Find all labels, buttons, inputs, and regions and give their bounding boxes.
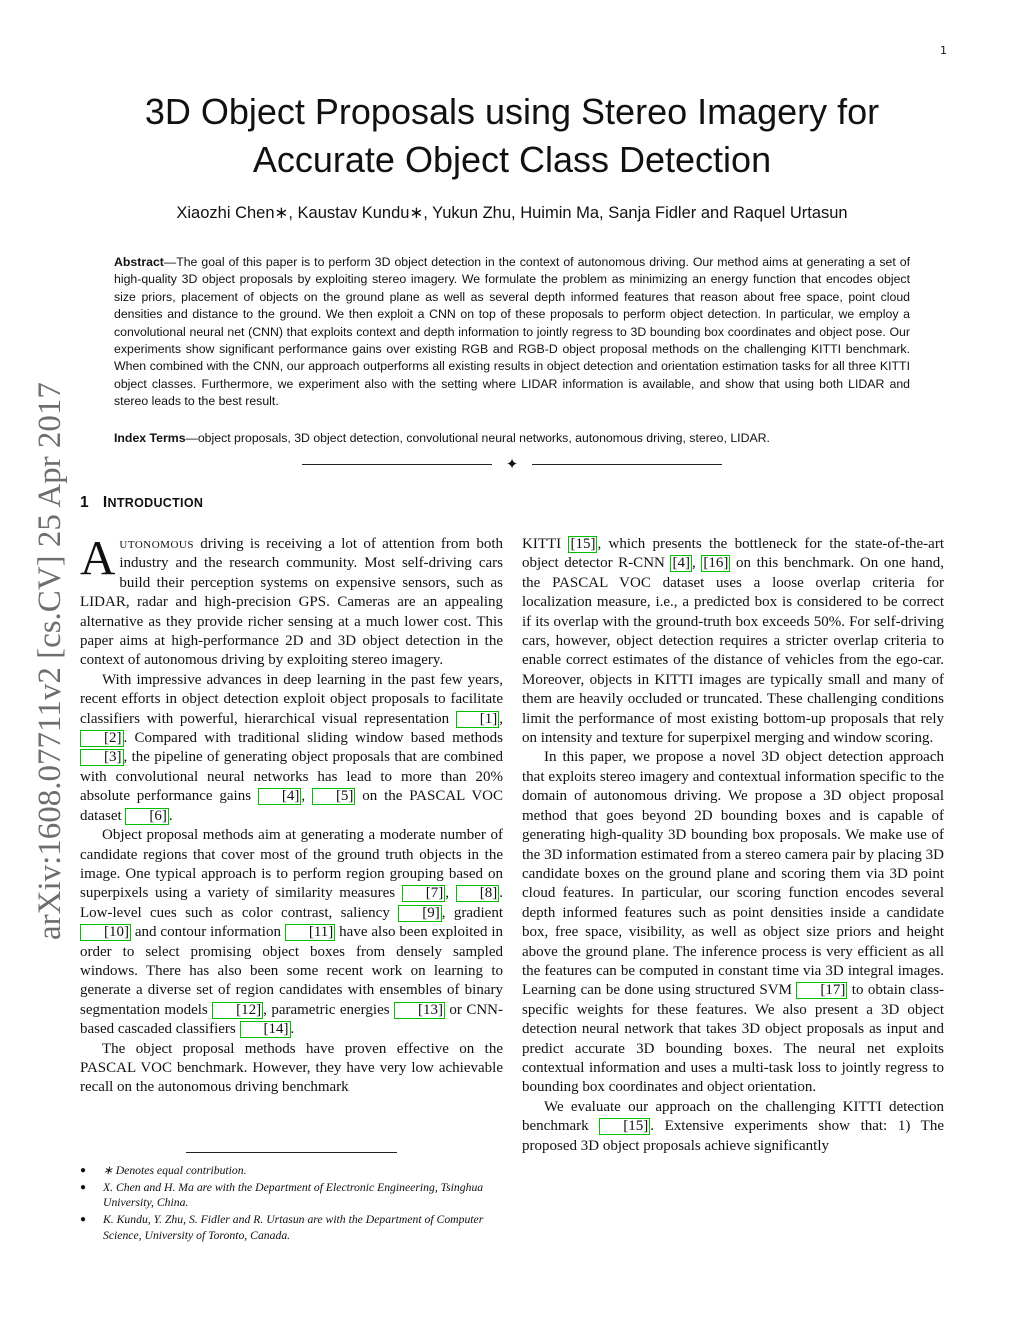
text-run: or CNN-based cascaded classifiers (80, 1001, 503, 1038)
text-run: In this paper, we propose a novel 3D object detection approach that exploits stereo imagery and contextual information specific to the domain of autonomous driving. We propose a 3D object proposal method that goes beyond 2D bounding boxes and is capable of generating high-quality 3D bounding box proposals. We make use of the 3D information estimated from a stereo camera pair by placing 3D candidate boxes on the ground plane and scoring them via 3D point cloud features. In particular, our scoring function encodes several depth informed features such as point densities inside a candidate box, free space, visibility, as well as object size priors and height above the ground plane. The inference process is very efficient as all the features can be computed in constant time via 3D integral images. Learning can be done using structured SVM (522, 749, 944, 999)
title-line-2: Accurate Object Class Detection (252, 139, 772, 180)
section-title-rest: NTRODUCTION (107, 496, 204, 510)
text-run: KITTI (522, 536, 569, 552)
separator-star-icon: ✦ (505, 455, 519, 473)
right-paragraph-1 (522, 535, 944, 748)
bullet-icon: ● (80, 1214, 87, 1226)
index-terms-text: —object proposals, 3D object detection, convolutional neural networks, autonomous driving, stereo, LIDAR. (185, 431, 770, 445)
text-run: , gradient (441, 904, 503, 921)
text-run: and contour information (131, 924, 285, 941)
text-run: , the pipeline of generating object proposals that are combined with convolutional neural networks has lead to more than 20% absolute performance gains (80, 749, 503, 805)
citation-link[interactable]: [7] (402, 885, 446, 902)
citation-link[interactable]: [3] (80, 749, 124, 766)
intro-paragraph-1 (80, 530, 503, 671)
citation-link[interactable]: [13] (394, 1002, 445, 1019)
paper-title (90, 88, 934, 184)
citation-link[interactable]: [10] (80, 924, 131, 941)
footnote-text: K. Kundu, Y. Zhu, S. Fidler and R. Urtasun are with the Department of Computer Science, University of Toronto, Canada. (103, 1213, 484, 1242)
arxiv-identifier-stamp: arXiv:1608.07711v2 [cs.CV] 25 Apr 2017 (32, 382, 68, 940)
footnote-item (80, 1180, 503, 1211)
citation-link[interactable]: [17] (796, 982, 847, 999)
section-title-initial: I (102, 494, 108, 511)
bullet-icon: ● (80, 1165, 87, 1176)
citation-link[interactable]: [5] (312, 788, 356, 805)
footnote-text: X. Chen and H. Ma are with the Department of Electronic Engineering, Tsinghua University, China. (103, 1180, 484, 1210)
separator-line-left (302, 464, 492, 465)
intro-paragraph-3 (80, 826, 503, 1039)
text-run: . Extensive experiments show that: 1) The proposed 3D object proposals achieve significantly (522, 1118, 944, 1154)
footnote-item (80, 1212, 503, 1243)
citation-link[interactable]: [8] (456, 885, 500, 902)
text-run: With impressive advances in deep learning in the past few years, recent efforts in object detection exploit object proposals to facilitate classifiers with powerful, hierarchical visual representation (80, 671, 503, 727)
footnote-rule (186, 1152, 397, 1153)
footnotes (80, 1163, 503, 1244)
bullet-icon: ● (80, 1181, 87, 1193)
section-heading-introduction (80, 494, 203, 512)
text-run: . (168, 807, 173, 824)
text-run: Object proposal methods aim at generating a moderate number of candidate regions that cover most of the ground truth objects in the image. One typical approach is to perform region grouping based on superpixels using a variety of similarity measures (80, 827, 503, 902)
separator-line-right (532, 464, 722, 465)
index-terms-label: Index Terms (114, 431, 186, 445)
left-column (80, 530, 504, 1098)
citation-link[interactable]: [6] (125, 808, 169, 825)
right-column (522, 535, 944, 1156)
citation-link[interactable]: [15] (570, 536, 596, 552)
citation-link[interactable]: [14] (240, 1021, 291, 1038)
section-number: 1 (80, 494, 89, 511)
citation-link[interactable]: [1] (456, 711, 500, 728)
text-run: on this benchmark. On one hand, the PASCAL VOC dataset uses a loose overlap criteria for localization measure, i.e., a predicted box is considered to be correct if its overlap with the ground-truth box exceeds 50%. For self-driving cars, however, object detection requires a stricter overlap criteria to enable correct estimates of the distance of vehicles from the ego-car. Moreover, objects in KITTI images are typically small and many of them are heavily occluded or truncated. These challenging conditions limit the performance of most existing bottom-up proposals that rely on intensity and texture for superpixel merging and window scoring. (522, 555, 945, 747)
text-run: . (290, 1021, 295, 1038)
intro-paragraph-4: The object proposal methods have proven effective on the PASCAL VOC benchmark. However, they have very low achievable recall on the autonomous driving benchmark (80, 1040, 503, 1096)
citation-link[interactable]: [16] (703, 555, 729, 572)
citation-link[interactable]: [15] (599, 1118, 650, 1135)
title-line-1: 3D Object Proposals using Stereo Imagery for (144, 91, 880, 132)
text-run: , which presents the bottleneck for the state-of-the-art object detector R-CNN (522, 536, 944, 572)
footnote-item (80, 1163, 503, 1179)
text-run: , (301, 788, 312, 805)
right-paragraph-2 (522, 748, 944, 1097)
text-run: have also been exploited in order to select promising object boxes from densely sampled windows. There has also been some recent work on learning to generate a diverse set of region candidates with ensembles of binary segmentation models (80, 924, 504, 1018)
abstract (114, 254, 910, 411)
text-run: on the PASCAL VOC dataset (80, 788, 503, 824)
author-list: Xiaozhi Chen∗, Kaustav Kundu∗, Yukun Zhu, Huimin Ma, Sanja Fidler and Raquel Urtasun (176, 204, 848, 222)
right-paragraph-3 (522, 1098, 944, 1156)
text-run: . Compared with traditional sliding window based methods (123, 730, 503, 747)
intro-paragraph-1-text: driving is receiving a lot of attention from both industry and the research community. Most self-driving cars build their perception systems on expensive sensors, such as LIDAR, radar and high-precision GPS. Cameras are an appealing alternative as they provide richer sensing at a much lower cost. This paper aims at high-performance 2D and 3D object detection in the context of autonomous driving by exploiting stereo imagery. (80, 536, 503, 669)
text-run: , parametric energies (263, 1001, 394, 1018)
text-run: , (445, 885, 456, 902)
text-run: , (499, 710, 503, 727)
citation-link[interactable]: [11] (285, 924, 335, 941)
citation-link[interactable]: [4] (258, 788, 302, 805)
citation-link[interactable]: [2] (80, 730, 124, 747)
drop-cap: A (80, 530, 116, 585)
abstract-label: Abstract (114, 255, 164, 269)
citation-link[interactable]: [12] (212, 1002, 263, 1019)
footnote-text: ∗ Denotes equal contribution. (103, 1164, 247, 1177)
intro-first-word: utonomous (119, 536, 194, 552)
text-run: to obtain class-specific weights for these features. We also present a 3D object detection neural network that takes 3D object proposals as input and predict accurate 3D bounding boxes. The neural net exploits contextual information and uses a multi-task loss to jointly regress to bounding box coordinates and object orientation. (522, 982, 944, 1096)
page-number: 1 (940, 44, 947, 57)
abstract-text: —The goal of this paper is to perform 3D object detection in the context of autonomous driving. Our method aims at generating a set of high-quality 3D object proposals by exploiting stereo imagery. We formulate the problem as minimizing an energy function that encodes object size priors, placement of objects on the ground plane as well as several depth informed features that reason about free space, point cloud densities and distance to the ground. We then exploit a CNN on top of these proposals to perform object detection. In particular, we employ a convolutional neural net (CNN) that exploits context and depth information to jointly regress to 3D bounding box coordinates and object pose. Our experiments show significant performance gains over existing RGB and RGB-D object proposal methods on the challenging KITTI benchmark. When combined with the CNN, our approach outperforms all existing results in object detection and orientation estimation tasks for all three KITTI object classes. Furthermore, we experiment also with the setting where LIDAR information is available, and show that using both LIDAR and stereo leads to the best result. (114, 255, 910, 409)
text-run: We evaluate our approach on the challenging KITTI detection benchmark (522, 1098, 944, 1135)
intro-paragraph-2 (80, 671, 503, 826)
index-terms (114, 429, 910, 447)
text-run: . Low-level cues such as color contrast, saliency (80, 885, 503, 921)
text-run: , (691, 555, 702, 572)
citation-link[interactable]: [4] (672, 555, 690, 572)
citation-link[interactable]: [9] (398, 905, 442, 922)
